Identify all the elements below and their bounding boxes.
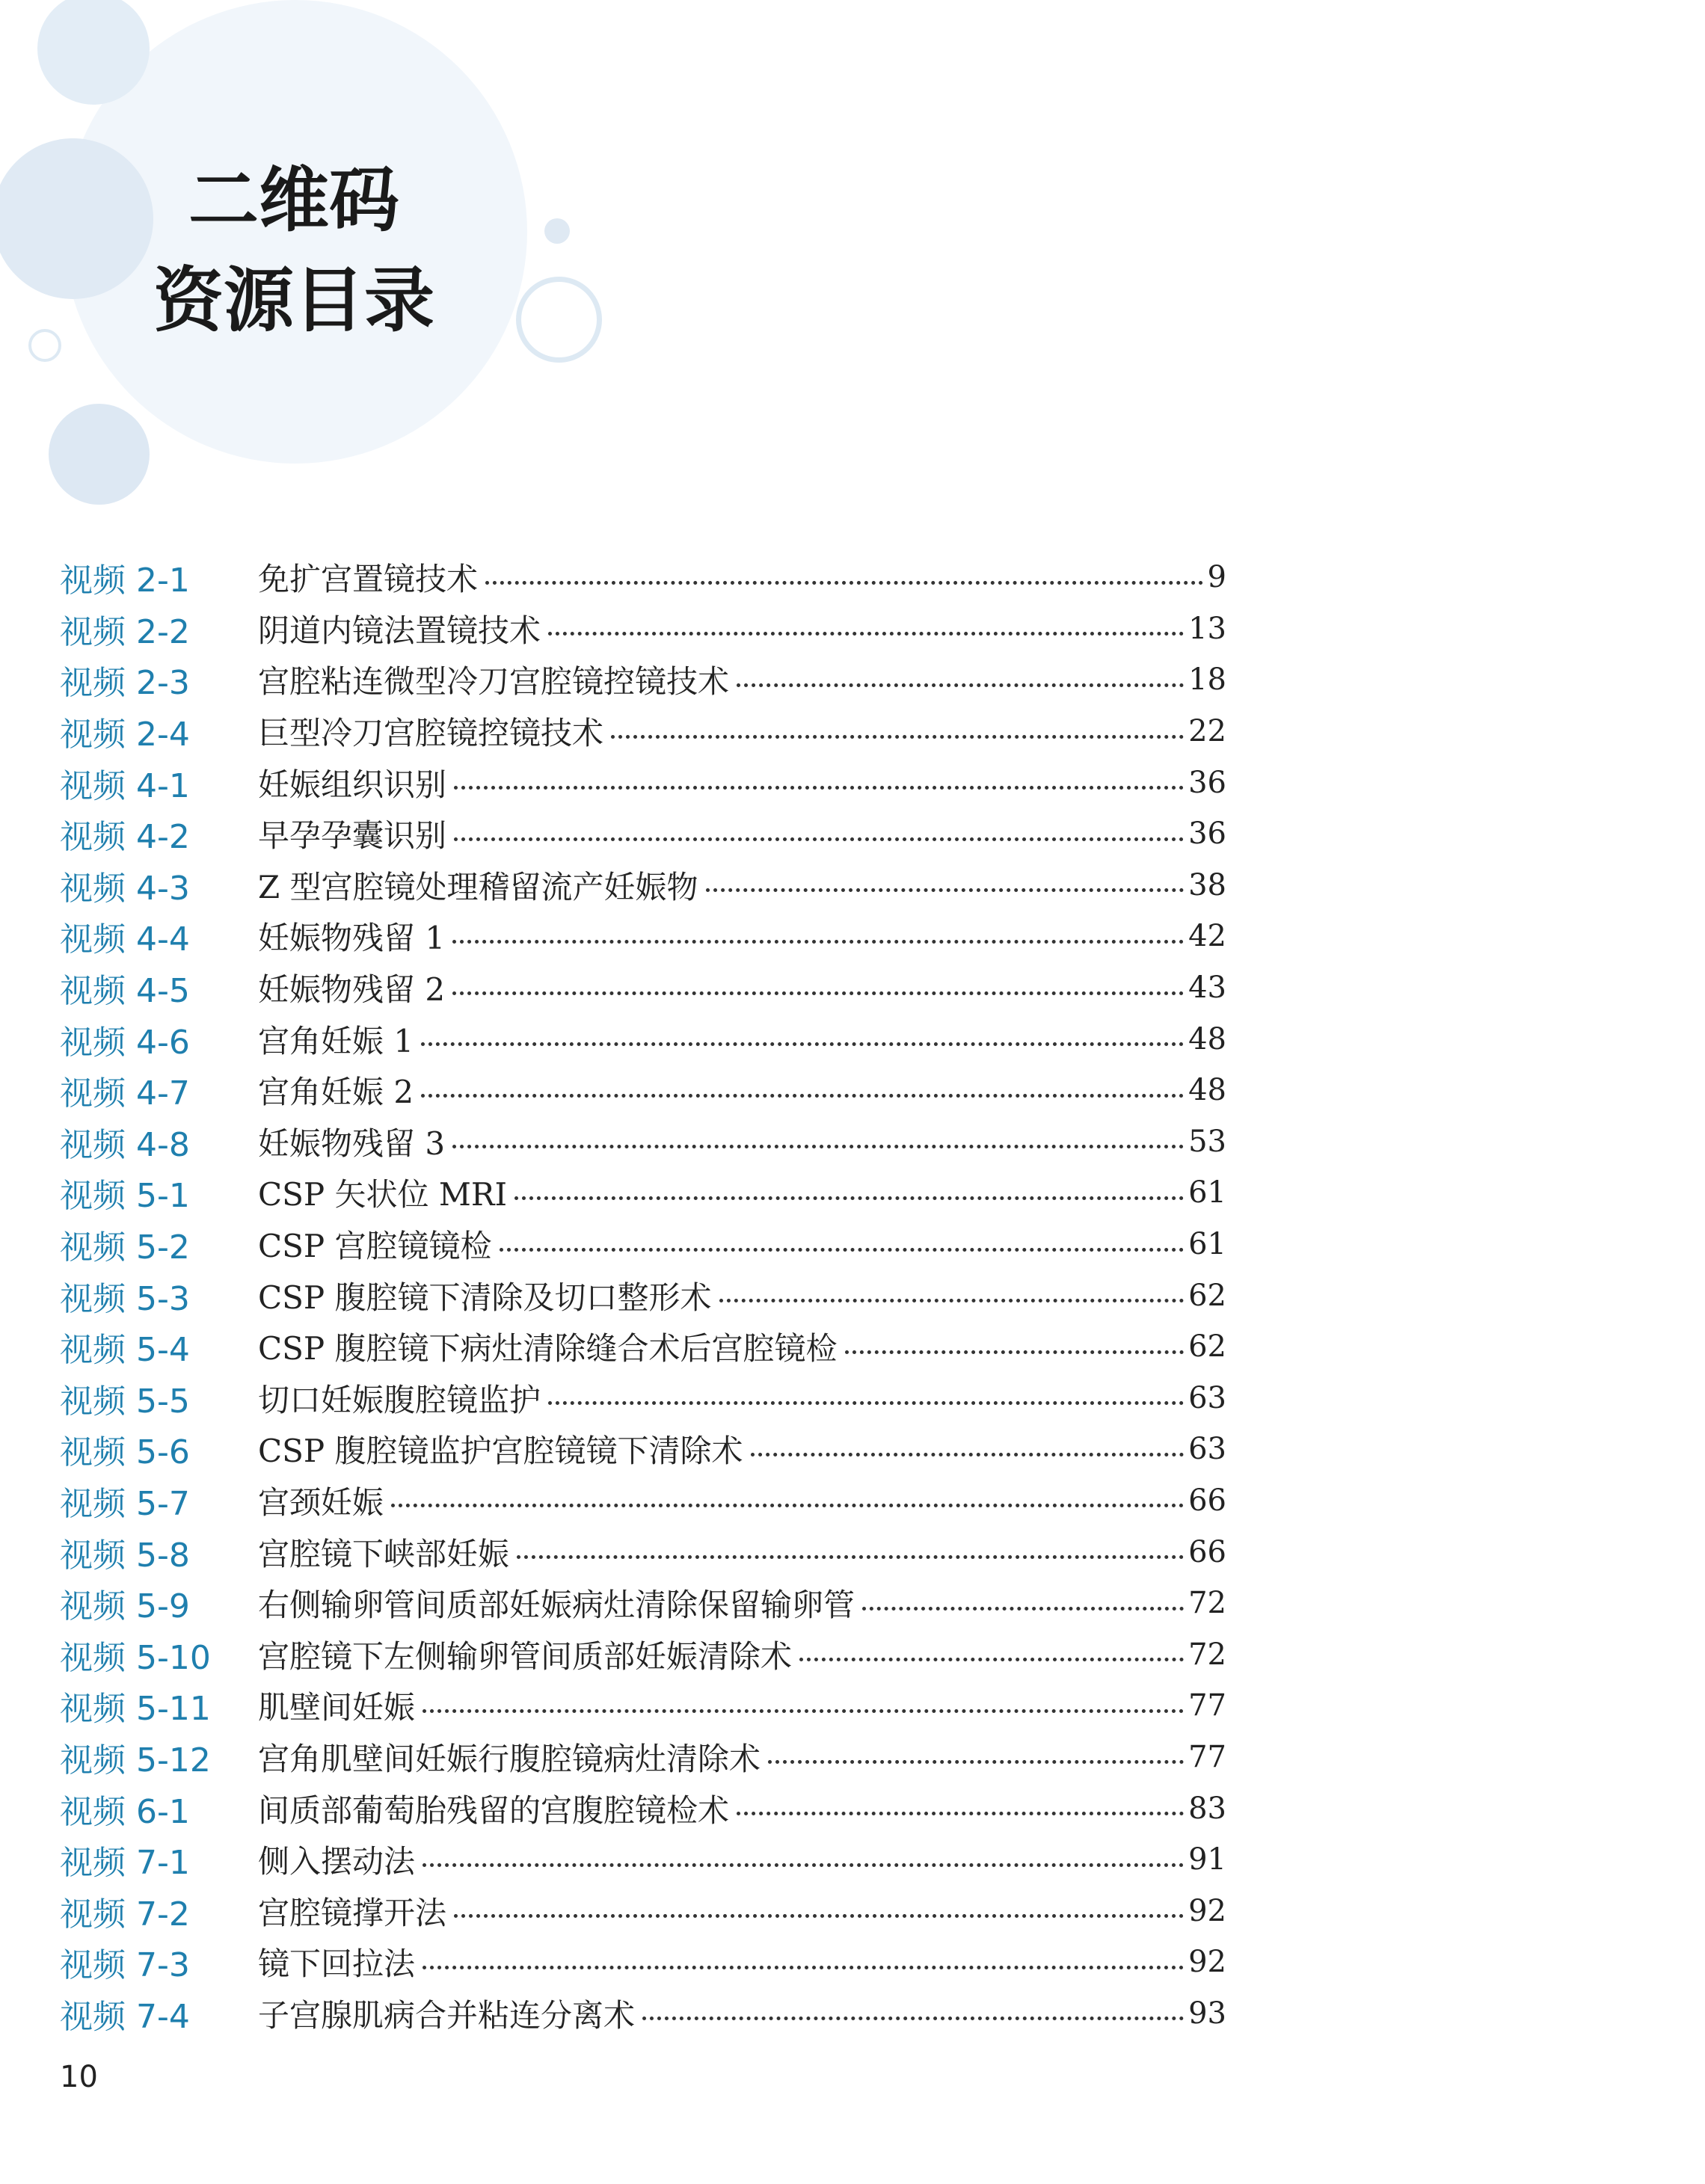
toc-video-label: 视频 5-6 — [60, 1433, 190, 1472]
toc-page-number: 43 — [1188, 971, 1226, 1006]
toc-video-label: 视频 5-1 — [60, 1177, 190, 1216]
toc-dot-leader — [737, 1812, 1184, 1815]
toc-dot-leader — [421, 1042, 1184, 1046]
toc-row — [60, 860, 1226, 911]
toc-entry-title: 宫腔镜下峡部妊娠 — [258, 1535, 510, 1572]
page-title-line1: 二维码 — [188, 160, 400, 242]
toc-dot-leader — [611, 735, 1184, 739]
toc-dot-leader — [452, 991, 1184, 995]
toc-entry-title: 阴道内镜法置镜技术 — [258, 612, 541, 649]
toc-dot-leader — [751, 1453, 1185, 1456]
toc-entry-title: CSP 腹腔镜监护宫腔镜镜下清除术 — [258, 1433, 743, 1470]
toc-entry-title: CSP 宫腔镜镜检 — [258, 1228, 492, 1265]
toc-video-label: 视频 4-6 — [60, 1023, 190, 1062]
toc-entry-title: 宫腔镜下左侧输卵管间质部妊娠清除术 — [258, 1637, 793, 1675]
toc-video-label: 视频 2-2 — [60, 612, 190, 651]
toc-row — [60, 911, 1226, 962]
toc-video-label: 视频 2-1 — [60, 562, 190, 600]
toc-entry-title: 妊娠物残留 2 — [258, 971, 446, 1009]
toc-page-number: 63 — [1188, 1432, 1226, 1467]
toc-dot-leader — [454, 786, 1184, 790]
toc-entry-title: 早孕孕囊识别 — [258, 817, 447, 855]
toc-entry-title: 切口妊娠腹腔镜监护 — [258, 1381, 541, 1418]
toc-page-number: 72 — [1188, 1637, 1226, 1672]
toc-video-label: 视频 5-5 — [60, 1382, 190, 1421]
toc-page-number: 66 — [1188, 1483, 1226, 1518]
decorative-ring-large — [516, 277, 602, 363]
toc-row — [60, 1782, 1226, 1834]
toc-row — [60, 1013, 1226, 1065]
toc-dot-leader — [642, 2017, 1184, 2020]
toc-page-number: 62 — [1188, 1278, 1226, 1313]
toc-row — [60, 706, 1226, 757]
toc-video-label: 视频 5-12 — [60, 1741, 211, 1780]
toc-page-number: 62 — [1188, 1329, 1226, 1365]
toc-entry-title: 妊娠物残留 1 — [258, 920, 446, 957]
toc-entry-title: 宫颈妊娠 — [258, 1483, 384, 1521]
toc-row — [60, 1526, 1226, 1578]
toc-row — [60, 1270, 1226, 1321]
toc-row — [60, 1424, 1226, 1475]
toc-page-number: 61 — [1188, 1227, 1226, 1262]
toc-row — [60, 1732, 1226, 1783]
toc-video-label: 视频 6-1 — [60, 1792, 190, 1831]
toc-video-label: 视频 5-2 — [60, 1228, 190, 1267]
toc-page-number: 13 — [1188, 611, 1226, 646]
toc-video-label: 视频 2-4 — [60, 716, 190, 754]
toc-dot-leader — [548, 632, 1184, 636]
toc-list — [60, 552, 1226, 2039]
toc-entry-title: 免扩宫置镜技术 — [258, 561, 479, 598]
toc-page-number: 9 — [1207, 560, 1226, 595]
toc-entry-title: 巨型冷刀宫腔镜控镜技术 — [258, 715, 604, 752]
toc-video-label: 视频 7-3 — [60, 1946, 190, 1985]
toc-page-number: 18 — [1188, 662, 1226, 698]
toc-page-number: 48 — [1188, 1021, 1226, 1056]
toc-entry-title: 宫角妊娠 1 — [258, 1022, 414, 1059]
toc-entry-title: 宫腔粘连微型冷刀宫腔镜控镜技术 — [258, 663, 730, 701]
toc-page-number: 72 — [1188, 1586, 1226, 1621]
toc-row — [60, 962, 1226, 1014]
toc-row — [60, 1475, 1226, 1527]
toc-page-number: 38 — [1188, 867, 1226, 902]
toc-row — [60, 808, 1226, 860]
toc-dot-leader — [737, 683, 1184, 687]
toc-video-label: 视频 5-10 — [60, 1638, 211, 1677]
toc-dot-leader — [514, 1196, 1184, 1200]
toc-row — [60, 1167, 1226, 1219]
decorative-ring-small — [28, 329, 61, 362]
toc-row — [60, 1321, 1226, 1373]
toc-video-label: 视频 4-7 — [60, 1074, 190, 1113]
toc-row — [60, 552, 1226, 603]
toc-page-number: 61 — [1188, 1175, 1226, 1211]
toc-dot-leader — [719, 1299, 1185, 1302]
page-title-line2: 资源目录 — [153, 260, 435, 342]
toc-page-number: 48 — [1188, 1073, 1226, 1108]
toc-page-number: 36 — [1188, 765, 1226, 800]
toc-video-label: 视频 4-5 — [60, 972, 190, 1011]
toc-dot-leader — [423, 1966, 1184, 1969]
toc-row — [60, 1065, 1226, 1116]
toc-page-number: 42 — [1188, 919, 1226, 954]
toc-entry-title: 肌壁间妊娠 — [258, 1689, 416, 1726]
toc-entry-title: 间质部葡萄胎残留的宫腹腔镜检术 — [258, 1791, 730, 1829]
toc-entry-title: CSP 矢状位 MRI — [258, 1176, 508, 1213]
toc-page-number: 66 — [1188, 1534, 1226, 1569]
toc-video-label: 视频 4-8 — [60, 1125, 190, 1164]
toc-dot-leader — [423, 1863, 1184, 1867]
toc-entry-title: CSP 腹腔镜下病灶清除缝合术后宫腔镜检 — [258, 1330, 838, 1368]
toc-video-label: 视频 4-2 — [60, 818, 190, 857]
toc-row — [60, 1628, 1226, 1680]
toc-dot-leader — [421, 1094, 1184, 1098]
toc-row — [60, 1219, 1226, 1270]
toc-dot-leader — [454, 837, 1184, 841]
toc-video-label: 视频 5-11 — [60, 1690, 211, 1729]
toc-dot-leader — [517, 1555, 1184, 1559]
toc-dot-leader — [862, 1607, 1184, 1611]
toc-entry-title: 镜下回拉法 — [258, 1945, 416, 1983]
toc-row — [60, 1885, 1226, 1937]
toc-entry-title: 侧入摆动法 — [258, 1843, 416, 1880]
decorative-bubble-bottom — [49, 404, 150, 505]
toc-dot-leader — [500, 1248, 1185, 1252]
toc-video-label: 视频 7-4 — [60, 1997, 190, 2036]
toc-video-label: 视频 4-1 — [60, 766, 190, 805]
toc-dot-leader — [485, 581, 1203, 585]
toc-entry-title: 右侧输卵管间质部妊娠病灶清除保留输卵管 — [258, 1587, 855, 1624]
toc-dot-leader — [548, 1401, 1184, 1405]
toc-entry-title: 子宫腺肌病合并粘连分离术 — [258, 1996, 636, 2034]
toc-video-label: 视频 5-3 — [60, 1279, 190, 1318]
decorative-bubble-small-dot — [544, 218, 570, 244]
toc-dot-leader — [768, 1760, 1184, 1764]
toc-entry-title: 妊娠物残留 3 — [258, 1125, 446, 1162]
toc-page-number: 92 — [1188, 1945, 1226, 1980]
page-number: 10 — [60, 2060, 98, 2094]
toc-dot-leader — [454, 1914, 1184, 1918]
toc-dot-leader — [423, 1709, 1184, 1713]
toc-page-number: 22 — [1188, 714, 1226, 749]
toc-video-label: 视频 7-1 — [60, 1844, 190, 1883]
toc-row — [60, 1116, 1226, 1168]
toc-page-number: 36 — [1188, 816, 1226, 852]
toc-dot-leader — [452, 1145, 1184, 1148]
toc-dot-leader — [391, 1504, 1184, 1507]
toc-video-label: 视频 5-9 — [60, 1587, 190, 1626]
toc-video-label: 视频 7-2 — [60, 1895, 190, 1934]
decorative-bubble-left — [0, 138, 153, 299]
toc-entry-title: 宫角肌壁间妊娠行腹腔镜病灶清除术 — [258, 1740, 761, 1777]
toc-row — [60, 1680, 1226, 1732]
toc-row — [60, 1834, 1226, 1886]
toc-row — [60, 1937, 1226, 1988]
toc-video-label: 视频 4-4 — [60, 920, 190, 959]
toc-page-number: 93 — [1188, 1996, 1226, 2031]
toc-entry-title: 宫腔镜撑开法 — [258, 1894, 447, 1931]
toc-page-number: 77 — [1188, 1739, 1226, 1774]
toc-video-label: 视频 5-4 — [60, 1331, 190, 1370]
toc-dot-leader — [706, 888, 1185, 892]
toc-video-label: 视频 5-7 — [60, 1484, 190, 1523]
toc-entry-title: Z 型宫腔镜处理稽留流产妊娠物 — [258, 868, 698, 905]
toc-entry-title: CSP 腹腔镜下清除及切口整形术 — [258, 1279, 712, 1316]
toc-page-number: 92 — [1188, 1893, 1226, 1928]
toc-dot-leader — [799, 1658, 1184, 1661]
toc-page-number: 63 — [1188, 1380, 1226, 1415]
toc-row — [60, 1373, 1226, 1424]
toc-page-number: 53 — [1188, 1124, 1226, 1159]
toc-entry-title: 妊娠组织识别 — [258, 766, 447, 803]
toc-row — [60, 654, 1226, 706]
toc-dot-leader — [452, 940, 1184, 944]
toc-page-number: 91 — [1188, 1842, 1226, 1877]
toc-row — [60, 757, 1226, 808]
toc-row — [60, 1988, 1226, 2040]
toc-dot-leader — [845, 1350, 1185, 1354]
toc-row — [60, 603, 1226, 655]
toc-row — [60, 1578, 1226, 1629]
toc-video-label: 视频 5-8 — [60, 1536, 190, 1575]
toc-video-label: 视频 4-3 — [60, 869, 190, 908]
toc-page-number: 77 — [1188, 1688, 1226, 1723]
toc-entry-title: 宫角妊娠 2 — [258, 1074, 414, 1111]
toc-page-number: 83 — [1188, 1791, 1226, 1826]
toc-video-label: 视频 2-3 — [60, 664, 190, 703]
